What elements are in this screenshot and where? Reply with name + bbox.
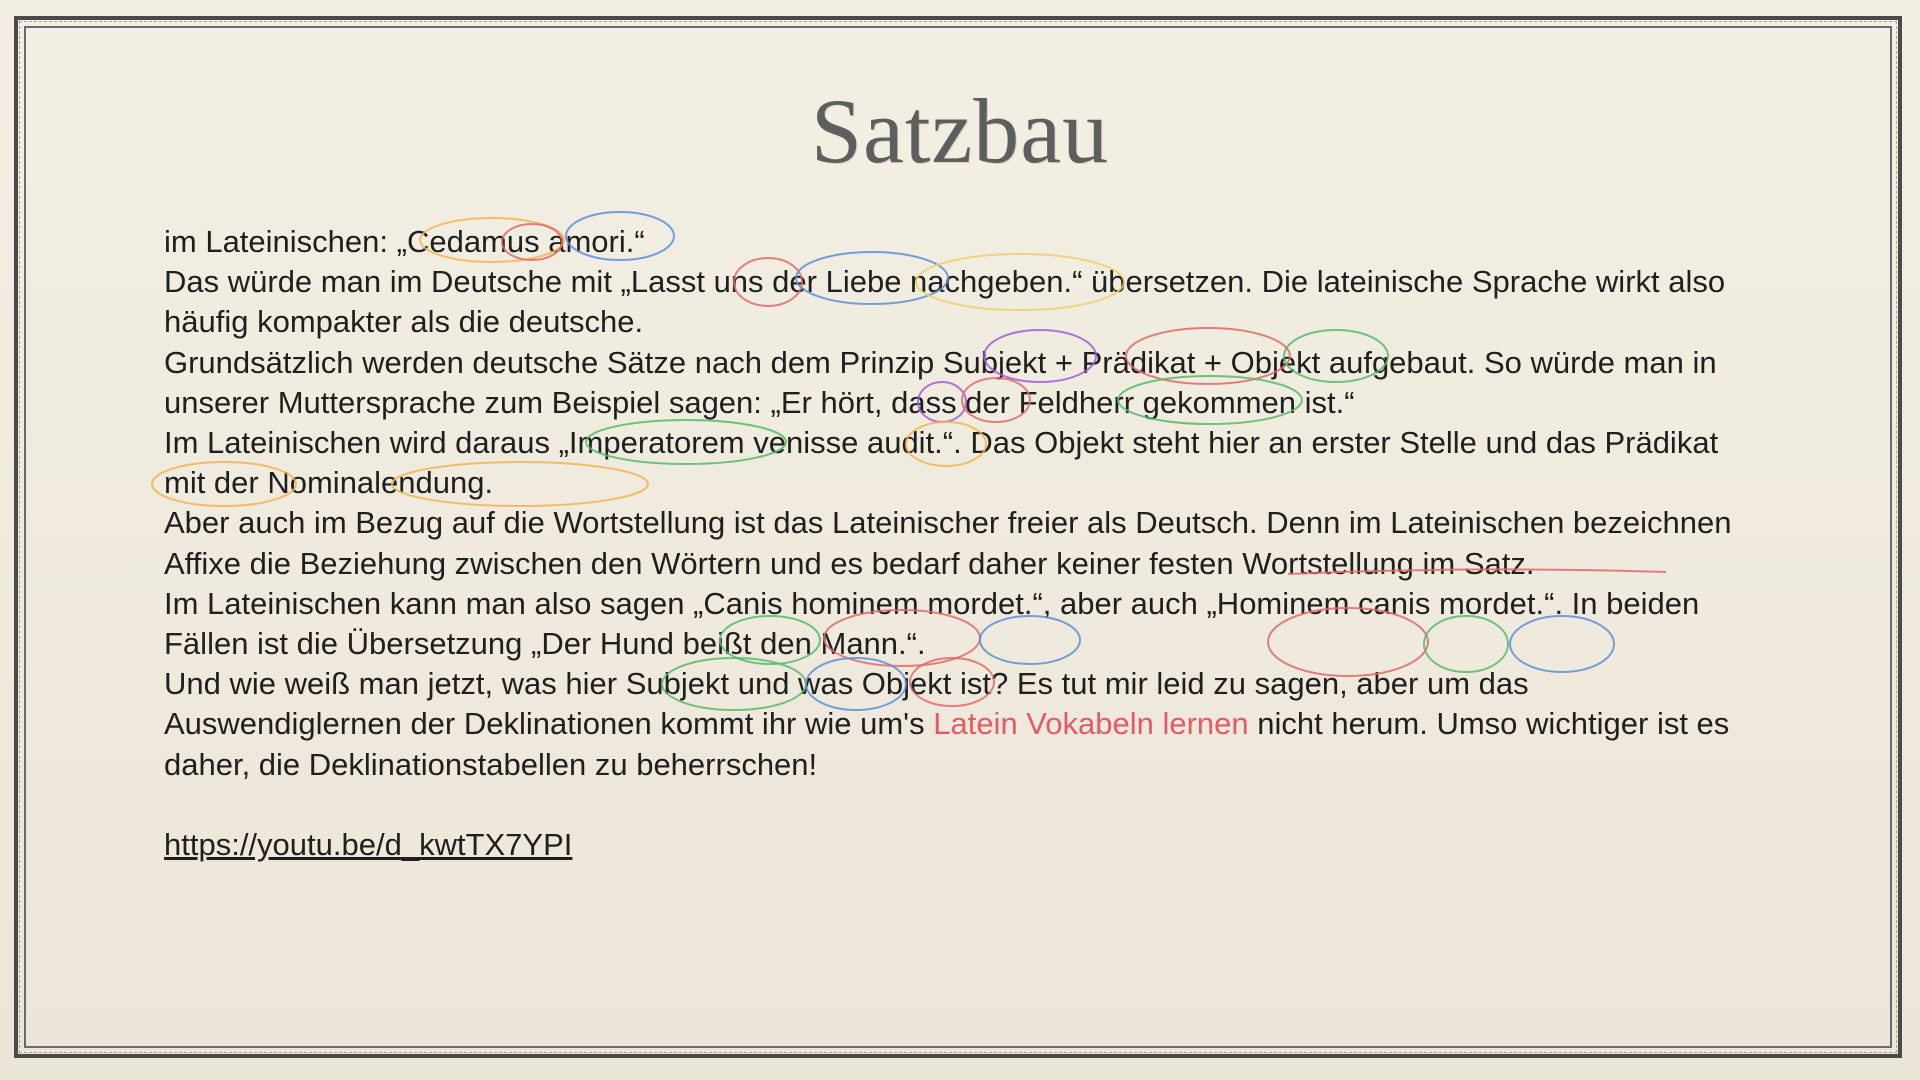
paragraph: Aber auch im Bezug auf die Wortstellung ist das Lateinischer freier als Deutsch. Denn im Lateinischen bezeichnen Affixe die Beziehung zwischen den Wörtern und es bedarf daher keiner festen Wortstellung im Satz. (164, 505, 1732, 581)
spacer (164, 785, 1764, 825)
youtube-link[interactable]: https://youtu.be/d_kwtTX7YPI (164, 826, 573, 862)
highlighted-text: Latein Vokabeln lernen (933, 706, 1249, 742)
paragraph-text: Und wie weiß man jetzt, was hier Subjekt und was Objekt ist? Es tut mir leid zu sagen, aber um das Auswendiglernen der Deklinationen kommt ihr wie um's (164, 666, 1529, 742)
paragraph-text: nicht herum. Umso wichtiger ist es daher, die Deklinationstabellen zu beherrschen! (164, 706, 1730, 782)
paragraph: Das würde man im Deutsche mit „Lasst uns der Liebe nachgeben.“ übersetzen. Die lateinische Sprache wirkt also häufig kompakter als die deutsche. (164, 264, 1726, 340)
paragraph (164, 664, 1764, 785)
slide-title: Satzbau (810, 80, 1110, 182)
paragraph: Im Lateinischen wird daraus „Imperatorem venisse audit.“. Das Objekt steht hier an erster Stelle und das Prädikat mit der Nominalendung. (164, 425, 1719, 501)
paragraph: im Lateinischen: „Cedamus amori.“ (164, 224, 645, 259)
paragraph: Grundsätzlich werden deutsche Sätze nach dem Prinzip Subjekt + Prädikat + Objekt aufgebaut. So würde man in unserer Muttersprache zum Beispiel sagen: „Er hört, dass der Feldherr gekommen ist.“ (164, 344, 1717, 420)
slide-body (164, 222, 1764, 865)
paragraph: Im Lateinischen kann man also sagen „Canis hominem mordet.“, aber auch „Hominem canis mordet.“. In beiden Fällen ist die Übersetzung „Der Hund beißt den Mann.“. (164, 585, 1700, 662)
